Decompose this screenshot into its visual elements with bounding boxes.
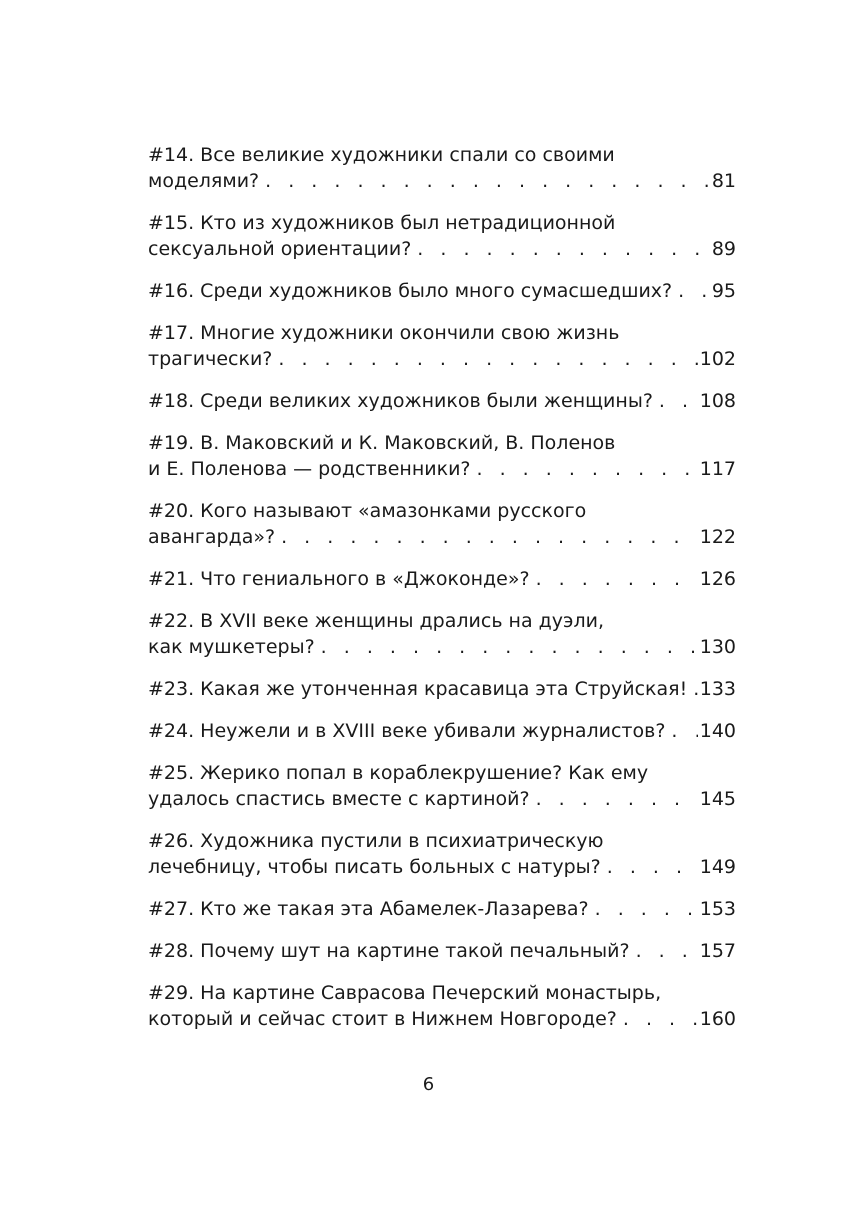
dot-leader: [636, 938, 698, 964]
dot-leader: [536, 566, 698, 592]
toc-entry-title: и Е. Поленова — родственники?: [148, 458, 471, 480]
toc-entry-title: #29. На картине Саврасова Печерский монастырь,: [148, 982, 662, 1004]
page-number: 149: [699, 856, 736, 878]
page-folio: 6: [422, 1074, 435, 1095]
toc-entry-last-line: [148, 854, 736, 880]
toc-entry-20[interactable]: [148, 498, 736, 550]
toc-entry-title: авангарда»?: [148, 526, 276, 548]
page-number: 122: [699, 526, 736, 548]
toc-entry-title: #14. Все великие художники спали со своими: [148, 144, 615, 166]
toc-entry-title: который и сейчас стоит в Нижнем Новгороде?: [148, 1008, 617, 1030]
toc-entry-title: #22. В XVII веке женщины дрались на дуэли,: [148, 610, 604, 632]
dot-leader: [693, 676, 698, 702]
toc-entry-title: #23. Какая же утонченная красавица эта Струйская!: [148, 678, 688, 700]
page-number: 160: [699, 1008, 736, 1030]
page-number: 130: [699, 636, 736, 658]
dot-leader: [265, 168, 710, 194]
page-number: 108: [699, 390, 736, 412]
toc-entry-last-line: [148, 168, 736, 194]
toc-entry-title: #27. Кто же такая эта Абамелек-Лазарева?: [148, 898, 589, 920]
toc-entry-17[interactable]: [148, 320, 736, 372]
dot-leader: [678, 278, 710, 304]
toc-entry-title: #16. Среди художников было много сумасшедших?: [148, 280, 673, 302]
toc-entry-title: #24. Неужели и в XVIII веке убивали журналистов?: [148, 720, 666, 742]
toc-entry-15[interactable]: [148, 210, 736, 262]
toc-entry-last-line: [148, 524, 736, 550]
toc-entry-last-line: [148, 566, 736, 592]
dot-leader: [417, 236, 710, 262]
dot-leader: [607, 854, 698, 880]
page-number: 157: [699, 940, 736, 962]
toc-entry-last-line: [148, 456, 736, 482]
toc-entry-28[interactable]: [148, 938, 736, 964]
toc-entry-18[interactable]: [148, 388, 736, 414]
toc-entry-title: моделями?: [148, 170, 260, 192]
toc-entry-title: как мушкетеры?: [148, 636, 315, 658]
dot-leader: [595, 896, 698, 922]
page-number: 133: [699, 678, 736, 700]
dot-leader: [659, 388, 698, 414]
toc-entry-last-line: [148, 388, 736, 414]
toc-entry-last-line: [148, 786, 736, 812]
page-number: 153: [699, 898, 736, 920]
toc-entry-title: #25. Жерико попал в кораблекрушение? Как ему: [148, 762, 649, 784]
toc-entry-title: трагически?: [148, 348, 273, 370]
page-number: 89: [711, 238, 736, 260]
toc-entry-title: #20. Кого называют «амазонками русского: [148, 500, 587, 522]
toc-entry-title: #15. Кто из художников был нетрадиционной: [148, 212, 616, 234]
toc-entry-25[interactable]: [148, 760, 736, 812]
dot-leader: [477, 456, 698, 482]
dot-leader: [281, 524, 698, 550]
toc-entry-title: #28. Почему шут на картине такой печальный?: [148, 940, 630, 962]
toc-entry-last-line: [148, 938, 736, 964]
toc-entry-title: #26. Художника пустили в психиатрическую: [148, 830, 604, 852]
dot-leader: [278, 346, 697, 372]
toc-entry-last-line: [148, 896, 736, 922]
page-number: 95: [711, 280, 736, 302]
toc-entry-last-line: [148, 634, 736, 660]
page-number: 102: [699, 348, 736, 370]
toc-entry-29[interactable]: [148, 980, 736, 1032]
toc-entry-title: #17. Многие художники окончили свою жизнь: [148, 322, 620, 344]
dot-leader: [623, 1006, 698, 1032]
toc-entry-title: лечебницу, чтобы писать больных с натуры?: [148, 856, 601, 878]
page-number: 140: [699, 720, 736, 742]
toc-entry-last-line: [148, 278, 736, 304]
toc-entry-24[interactable]: [148, 718, 736, 744]
dot-leader: [536, 786, 698, 812]
toc-entry-19[interactable]: [148, 430, 736, 482]
dot-leader: [671, 718, 697, 744]
page-number: 145: [699, 788, 736, 810]
toc-entry-last-line: [148, 718, 736, 744]
toc-entry-title: #21. Что гениального в «Джоконде»?: [148, 568, 530, 590]
toc-entry-14[interactable]: [148, 142, 736, 194]
toc-entry-22[interactable]: [148, 608, 736, 660]
table-of-contents: [148, 142, 736, 1048]
page-number: 117: [699, 458, 736, 480]
page-number: 126: [699, 568, 736, 590]
toc-entry-21[interactable]: [148, 566, 736, 592]
toc-entry-23[interactable]: [148, 676, 736, 702]
toc-entry-last-line: [148, 346, 736, 372]
toc-entry-title: сексуальной ориентации?: [148, 238, 412, 260]
toc-entry-last-line: [148, 676, 736, 702]
toc-entry-title: удалось спастись вместе с картиной?: [148, 788, 530, 810]
toc-entry-16[interactable]: [148, 278, 736, 304]
page-number: 81: [711, 170, 736, 192]
toc-entry-title: #18. Среди великих художников были женщины?: [148, 390, 653, 412]
dot-leader: [321, 634, 698, 660]
toc-entry-26[interactable]: [148, 828, 736, 880]
toc-entry-last-line: [148, 1006, 736, 1032]
toc-entry-title: #19. В. Маковский и К. Маковский, В. Поленов: [148, 432, 616, 454]
toc-entry-27[interactable]: [148, 896, 736, 922]
toc-entry-last-line: [148, 236, 736, 262]
